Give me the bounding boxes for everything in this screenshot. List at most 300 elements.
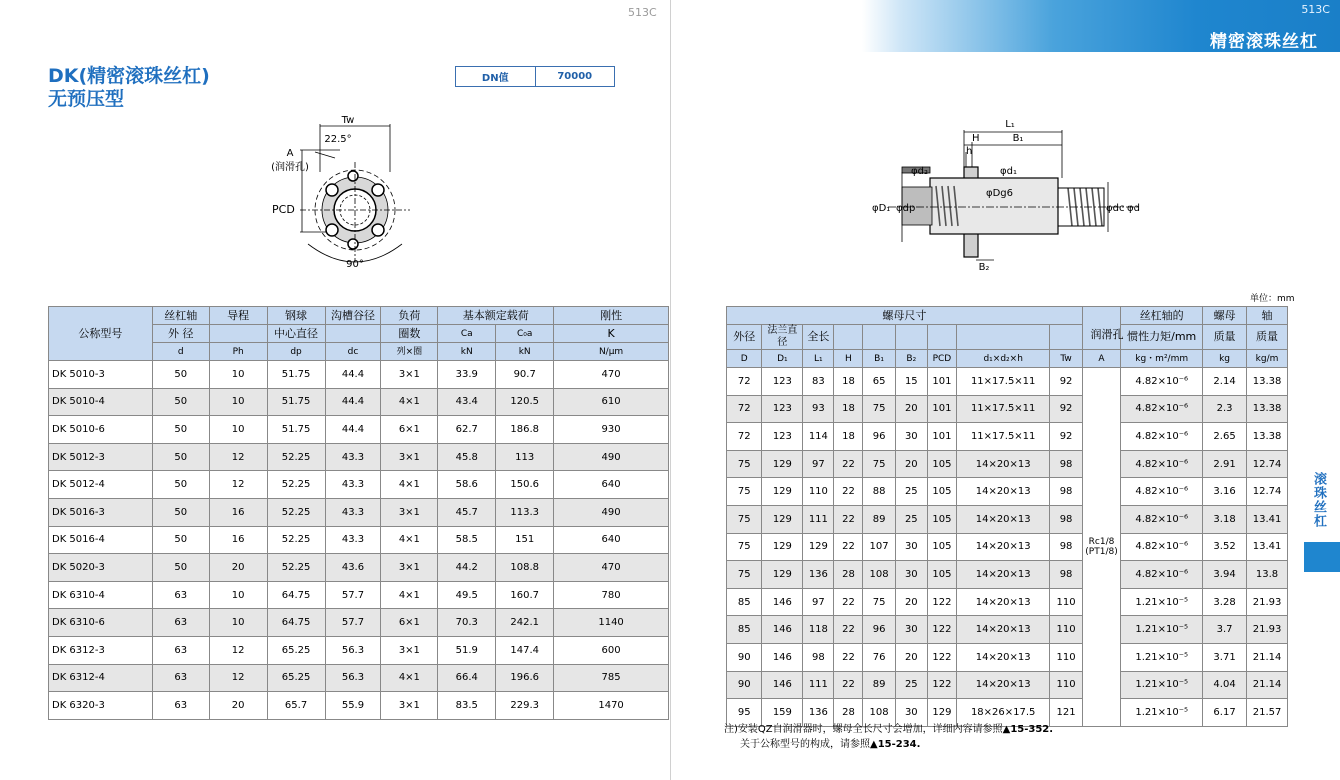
cell-ca: 45.7 xyxy=(438,498,496,526)
cell-inertia: 4.82×10⁻⁶ xyxy=(1121,423,1203,451)
cell-H: 22 xyxy=(834,671,863,699)
cell-sm: 13.38 xyxy=(1247,368,1288,396)
dn-value: 70000 xyxy=(557,71,593,82)
cell-sm: 13.41 xyxy=(1247,505,1288,533)
cell-D1: 129 xyxy=(762,505,803,533)
cell-D: 72 xyxy=(727,368,762,396)
cell-D: 90 xyxy=(727,671,762,699)
cell-ph: 10 xyxy=(209,388,267,416)
header-Tw: Tw xyxy=(1050,350,1082,368)
cell-dxh: 14×20×13 xyxy=(956,533,1050,561)
cell-lube-hole xyxy=(1082,368,1121,727)
cell-B2: 30 xyxy=(895,423,927,451)
cell-H: 22 xyxy=(834,616,863,644)
page-title xyxy=(48,65,210,111)
section-title: 精密滚珠丝杠 xyxy=(1210,32,1318,52)
cell-dc: 56.3 xyxy=(325,636,381,664)
header-dp-3: dp xyxy=(267,343,325,361)
header-L1-sym: L₁ xyxy=(803,350,834,368)
cell-sm: 13.8 xyxy=(1247,561,1288,589)
cell-k: 470 xyxy=(554,361,669,389)
cell-load: 3×1 xyxy=(381,554,438,582)
cell-inertia: 4.82×10⁻⁶ xyxy=(1121,395,1203,423)
cell-c0a: 160.7 xyxy=(496,581,554,609)
cell-H: 22 xyxy=(834,450,863,478)
cell-B2: 20 xyxy=(895,588,927,616)
cell-sm: 21.93 xyxy=(1247,616,1288,644)
cell-D1: 123 xyxy=(762,368,803,396)
header-dc-3: dc xyxy=(325,343,381,361)
cell-inertia: 4.82×10⁻⁶ xyxy=(1121,368,1203,396)
cell-sm: 13.38 xyxy=(1247,395,1288,423)
cell-B2: 20 xyxy=(895,643,927,671)
cell-PCD: 101 xyxy=(927,423,956,451)
cell-D: 75 xyxy=(727,533,762,561)
table-row xyxy=(49,526,669,554)
dn-label: DN值 xyxy=(456,67,536,86)
header-B1: B₁ xyxy=(863,350,895,368)
label-D1: φD₁ xyxy=(872,203,891,214)
cell-load: 4×1 xyxy=(381,526,438,554)
cell-Tw: 98 xyxy=(1050,478,1082,506)
cell-k: 1140 xyxy=(554,609,669,637)
cell-k: 1470 xyxy=(554,692,669,720)
cell-load: 4×1 xyxy=(381,581,438,609)
header-d-2: 外 径 xyxy=(152,325,209,343)
cell-d: 63 xyxy=(152,609,209,637)
label-angle-22: 22.5° xyxy=(324,134,352,145)
cell-inertia: 1.21×10⁻⁵ xyxy=(1121,671,1203,699)
cell-model: DK 6310-6 xyxy=(49,609,153,637)
cell-load: 3×1 xyxy=(381,498,438,526)
cell-nm: 3.18 xyxy=(1203,505,1247,533)
cell-model: DK 5016-4 xyxy=(49,526,153,554)
cell-c0a: 196.6 xyxy=(496,664,554,692)
cell-dxh: 14×20×13 xyxy=(956,450,1050,478)
cell-k: 470 xyxy=(554,554,669,582)
cell-model: DK 5010-3 xyxy=(49,361,153,389)
header-load-3: 列×圈 xyxy=(381,343,438,361)
cell-c0a: 90.7 xyxy=(496,361,554,389)
table-row xyxy=(49,636,669,664)
cell-k: 640 xyxy=(554,471,669,499)
cell-B2: 25 xyxy=(895,671,927,699)
title-line-2: 无预压型 xyxy=(48,88,125,110)
cell-dp: 65.7 xyxy=(267,692,325,720)
cell-PCD: 105 xyxy=(927,478,956,506)
table-row xyxy=(49,416,669,444)
cell-dp: 64.75 xyxy=(267,609,325,637)
cell-ph: 16 xyxy=(209,526,267,554)
header-ph-1: 导程 xyxy=(209,307,267,325)
cell-inertia: 1.21×10⁻⁵ xyxy=(1121,588,1203,616)
cell-load: 3×1 xyxy=(381,636,438,664)
cell-ca: 58.6 xyxy=(438,471,496,499)
header-rated-load: 基本额定载荷 xyxy=(438,307,554,325)
cell-d: 63 xyxy=(152,664,209,692)
cell-inertia: 4.82×10⁻⁶ xyxy=(1121,533,1203,561)
label-d2: φd₂ xyxy=(911,166,928,177)
dn-value-box xyxy=(455,66,615,87)
label-angle-90: 90° xyxy=(346,259,364,270)
cell-ph: 10 xyxy=(209,609,267,637)
cell-B1: 76 xyxy=(863,643,895,671)
cell-sm: 13.38 xyxy=(1247,423,1288,451)
cell-PCD: 101 xyxy=(927,368,956,396)
cell-L1: 93 xyxy=(803,395,834,423)
table-row xyxy=(727,368,1288,396)
cell-H: 18 xyxy=(834,368,863,396)
cell-d: 63 xyxy=(152,692,209,720)
header-dp-1: 钢球 xyxy=(267,307,325,325)
cell-L1: 111 xyxy=(803,671,834,699)
cell-ca: 43.4 xyxy=(438,388,496,416)
page-number-right: 513C xyxy=(1301,3,1330,16)
cell-dp: 52.25 xyxy=(267,471,325,499)
cell-Tw: 98 xyxy=(1050,561,1082,589)
cell-PCD: 122 xyxy=(927,588,956,616)
cell-dp: 51.75 xyxy=(267,361,325,389)
cell-H: 22 xyxy=(834,588,863,616)
header-ca-unit: kN xyxy=(438,343,496,361)
cell-ca: 66.4 xyxy=(438,664,496,692)
cell-dxh: 14×20×13 xyxy=(956,478,1050,506)
cell-dxh: 11×17.5×11 xyxy=(956,423,1050,451)
cell-Tw: 92 xyxy=(1050,368,1082,396)
cell-D: 95 xyxy=(727,699,762,727)
table-row xyxy=(49,554,669,582)
cell-c0a: 113 xyxy=(496,443,554,471)
cell-PCD: 105 xyxy=(927,561,956,589)
cell-H: 22 xyxy=(834,505,863,533)
cell-nm: 2.65 xyxy=(1203,423,1247,451)
cell-nm: 3.7 xyxy=(1203,616,1247,644)
cell-D: 72 xyxy=(727,395,762,423)
cell-d: 50 xyxy=(152,416,209,444)
header-dxh: d₁×d₂×h xyxy=(956,350,1050,368)
cell-Tw: 92 xyxy=(1050,423,1082,451)
cell-dc: 44.4 xyxy=(325,416,381,444)
cell-c0a: 113.3 xyxy=(496,498,554,526)
table-row xyxy=(49,581,669,609)
footnote xyxy=(724,722,1053,752)
header-dc-1: 沟槽谷径 xyxy=(325,307,381,325)
header-ca: Ca xyxy=(438,325,496,343)
cell-D: 90 xyxy=(727,643,762,671)
title-line-1: DK(精密滚珠丝杠) xyxy=(48,65,210,87)
cell-d: 50 xyxy=(152,554,209,582)
label-lube-hole: (润滑孔) xyxy=(271,162,309,173)
cell-B2: 25 xyxy=(895,505,927,533)
cell-model: DK 6312-4 xyxy=(49,664,153,692)
cell-inertia: 4.82×10⁻⁶ xyxy=(1121,505,1203,533)
cell-B1: 96 xyxy=(863,616,895,644)
cell-D: 72 xyxy=(727,423,762,451)
cell-L1: 114 xyxy=(803,423,834,451)
cell-B1: 65 xyxy=(863,368,895,396)
cell-load: 6×1 xyxy=(381,416,438,444)
cell-B1: 75 xyxy=(863,450,895,478)
cell-Tw: 121 xyxy=(1050,699,1082,727)
cell-d: 63 xyxy=(152,636,209,664)
cell-dc: 43.3 xyxy=(325,526,381,554)
cell-ph: 12 xyxy=(209,443,267,471)
cell-D1: 159 xyxy=(762,699,803,727)
unit-label: 单位：mm xyxy=(1250,294,1295,304)
cell-dc: 43.3 xyxy=(325,443,381,471)
cell-dp: 64.75 xyxy=(267,581,325,609)
cell-model: DK 5012-4 xyxy=(49,471,153,499)
table-row xyxy=(727,643,1288,671)
cell-nm: 3.94 xyxy=(1203,561,1247,589)
spec-table-right xyxy=(726,306,1288,727)
cell-model: DK 6310-4 xyxy=(49,581,153,609)
header-ph-3: Ph xyxy=(209,343,267,361)
cell-dp: 52.25 xyxy=(267,443,325,471)
table-row xyxy=(49,443,669,471)
cell-model: DK 5020-3 xyxy=(49,554,153,582)
cell-dxh: 14×20×13 xyxy=(956,671,1050,699)
cell-k: 600 xyxy=(554,636,669,664)
table-row xyxy=(49,361,669,389)
cell-ph: 12 xyxy=(209,471,267,499)
cell-B2: 30 xyxy=(895,561,927,589)
cell-sm: 21.93 xyxy=(1247,588,1288,616)
cell-c0a: 229.3 xyxy=(496,692,554,720)
cell-ca: 62.7 xyxy=(438,416,496,444)
cell-inertia: 1.21×10⁻⁵ xyxy=(1121,616,1203,644)
header-c0a-unit: kN xyxy=(496,343,554,361)
header-D1-sym: D₁ xyxy=(762,350,803,368)
header-L1: 全长 xyxy=(803,325,834,350)
cell-dp: 51.75 xyxy=(267,388,325,416)
cell-H: 28 xyxy=(834,561,863,589)
table-row xyxy=(727,423,1288,451)
cell-inertia: 1.21×10⁻⁵ xyxy=(1121,643,1203,671)
cell-model: DK 6312-3 xyxy=(49,636,153,664)
cell-ca: 49.5 xyxy=(438,581,496,609)
cell-B1: 89 xyxy=(863,505,895,533)
cell-D: 75 xyxy=(727,505,762,533)
cell-load: 3×1 xyxy=(381,443,438,471)
header-k-unit: N/μm xyxy=(554,343,669,361)
cell-c0a: 151 xyxy=(496,526,554,554)
cell-PCD: 122 xyxy=(927,616,956,644)
cell-ca: 83.5 xyxy=(438,692,496,720)
cell-ph: 10 xyxy=(209,581,267,609)
cell-PCD: 129 xyxy=(927,699,956,727)
cell-D1: 146 xyxy=(762,643,803,671)
cell-Tw: 98 xyxy=(1050,450,1082,478)
cell-D1: 123 xyxy=(762,395,803,423)
note-ref-1: ▲15-352. xyxy=(1002,724,1054,735)
label-dc: φdc xyxy=(1106,203,1125,214)
cell-c0a: 242.1 xyxy=(496,609,554,637)
cell-dc: 43.6 xyxy=(325,554,381,582)
cell-ph: 16 xyxy=(209,498,267,526)
header-inertia-1: 丝杠轴的 xyxy=(1121,307,1203,325)
header-lube-sym: A xyxy=(1082,350,1121,368)
header-D1: 法兰直径 xyxy=(762,325,803,350)
cell-sm: 12.74 xyxy=(1247,478,1288,506)
cell-model: DK 6320-3 xyxy=(49,692,153,720)
cell-load: 4×1 xyxy=(381,664,438,692)
header-ph-2 xyxy=(209,325,267,343)
cell-dc: 43.3 xyxy=(325,471,381,499)
cell-D1: 123 xyxy=(762,423,803,451)
section-header-bar xyxy=(862,0,1340,52)
cell-ph: 20 xyxy=(209,554,267,582)
cell-L1: 136 xyxy=(803,561,834,589)
label-dg6: φDg6 xyxy=(986,188,1014,199)
cell-ph: 12 xyxy=(209,664,267,692)
cell-nm: 6.17 xyxy=(1203,699,1247,727)
cell-D1: 129 xyxy=(762,533,803,561)
label-d: φd xyxy=(1127,203,1140,214)
table-row xyxy=(727,671,1288,699)
cell-ca: 51.9 xyxy=(438,636,496,664)
cell-dp: 52.25 xyxy=(267,554,325,582)
cell-k: 490 xyxy=(554,443,669,471)
cell-L1: 97 xyxy=(803,588,834,616)
label-pcd: PCD xyxy=(272,203,295,216)
cell-dxh: 14×20×13 xyxy=(956,643,1050,671)
cell-dp: 52.25 xyxy=(267,526,325,554)
cell-PCD: 105 xyxy=(927,450,956,478)
cell-inertia: 4.82×10⁻⁶ xyxy=(1121,561,1203,589)
header-load-2: 圈数 xyxy=(381,325,438,343)
cell-dxh: 11×17.5×11 xyxy=(956,368,1050,396)
cell-B2: 30 xyxy=(895,699,927,727)
cell-L1: 110 xyxy=(803,478,834,506)
header-shaftmass-unit: kg/m xyxy=(1247,350,1288,368)
cell-Tw: 92 xyxy=(1050,395,1082,423)
cell-B2: 15 xyxy=(895,368,927,396)
cell-d: 50 xyxy=(152,471,209,499)
cell-B2: 20 xyxy=(895,450,927,478)
cell-Tw: 110 xyxy=(1050,643,1082,671)
cell-Tw: 110 xyxy=(1050,616,1082,644)
page-number-left: 513C xyxy=(628,6,657,19)
cell-H: 22 xyxy=(834,478,863,506)
label-a: A xyxy=(286,148,294,159)
cell-dxh: 11×17.5×11 xyxy=(956,395,1050,423)
cell-nm: 2.91 xyxy=(1203,450,1247,478)
cell-L1: 136 xyxy=(803,699,834,727)
cell-Tw: 98 xyxy=(1050,533,1082,561)
cell-nm: 3.16 xyxy=(1203,478,1247,506)
cell-nm: 4.04 xyxy=(1203,671,1247,699)
cell-PCD: 105 xyxy=(927,505,956,533)
header-D-sym: D xyxy=(727,350,762,368)
header-nutmass-1: 螺母 xyxy=(1203,307,1247,325)
table-row xyxy=(49,388,669,416)
cell-B1: 108 xyxy=(863,561,895,589)
cell-B1: 75 xyxy=(863,395,895,423)
table-row xyxy=(49,498,669,526)
cell-dc: 44.4 xyxy=(325,361,381,389)
cell-load: 6×1 xyxy=(381,609,438,637)
header-PCD: PCD xyxy=(927,350,956,368)
cell-ph: 10 xyxy=(209,361,267,389)
cell-L1: 111 xyxy=(803,505,834,533)
cell-H: 18 xyxy=(834,395,863,423)
header-D: 外径 xyxy=(727,325,762,350)
header-k-1: 刚性 xyxy=(554,307,669,325)
cell-B1: 88 xyxy=(863,478,895,506)
cell-B1: 89 xyxy=(863,671,895,699)
cell-c0a: 120.5 xyxy=(496,388,554,416)
cell-ca: 44.2 xyxy=(438,554,496,582)
cell-load: 3×1 xyxy=(381,361,438,389)
cell-D: 85 xyxy=(727,616,762,644)
cell-nm: 3.28 xyxy=(1203,588,1247,616)
cell-load: 4×1 xyxy=(381,471,438,499)
cell-D: 85 xyxy=(727,588,762,616)
cell-nm: 3.52 xyxy=(1203,533,1247,561)
cell-dp: 65.25 xyxy=(267,664,325,692)
cell-k: 490 xyxy=(554,498,669,526)
cell-L1: 98 xyxy=(803,643,834,671)
cell-sm: 13.41 xyxy=(1247,533,1288,561)
cell-model: DK 5010-6 xyxy=(49,416,153,444)
header-inertia-unit: kg・m²/mm xyxy=(1121,350,1203,368)
cell-D1: 129 xyxy=(762,450,803,478)
label-d1: φd₁ xyxy=(1000,166,1017,177)
cell-load: 3×1 xyxy=(381,692,438,720)
cell-ca: 58.5 xyxy=(438,526,496,554)
cell-model: DK 5016-3 xyxy=(49,498,153,526)
cell-dc: 43.3 xyxy=(325,498,381,526)
cell-k: 780 xyxy=(554,581,669,609)
side-tab-marker xyxy=(1304,542,1340,572)
flange-front-view-drawing xyxy=(260,112,410,272)
header-H: H xyxy=(834,350,863,368)
label-dp: φdp xyxy=(896,203,916,214)
cell-H: 22 xyxy=(834,643,863,671)
label-tw: Tw xyxy=(341,115,355,126)
cell-nm: 3.71 xyxy=(1203,643,1247,671)
cell-H: 22 xyxy=(834,533,863,561)
cell-D1: 146 xyxy=(762,671,803,699)
cell-d: 50 xyxy=(152,361,209,389)
cell-D: 75 xyxy=(727,561,762,589)
cell-B2: 20 xyxy=(895,395,927,423)
cell-nm: 2.3 xyxy=(1203,395,1247,423)
table-row xyxy=(727,561,1288,589)
cell-Tw: 98 xyxy=(1050,505,1082,533)
cell-dc: 55.9 xyxy=(325,692,381,720)
table-row xyxy=(727,616,1288,644)
cell-dc: 44.4 xyxy=(325,388,381,416)
cell-k: 785 xyxy=(554,664,669,692)
cell-D1: 129 xyxy=(762,478,803,506)
table-row xyxy=(727,395,1288,423)
cell-sm: 21.14 xyxy=(1247,643,1288,671)
table-row xyxy=(49,609,669,637)
label-l1: L₁ xyxy=(1005,119,1015,130)
cell-D: 75 xyxy=(727,478,762,506)
cell-load: 4×1 xyxy=(381,388,438,416)
cell-ca: 33.9 xyxy=(438,361,496,389)
cell-D1: 146 xyxy=(762,616,803,644)
header-nutmass-2: 质量 xyxy=(1203,325,1247,350)
table-row xyxy=(49,692,669,720)
cell-nm: 2.14 xyxy=(1203,368,1247,396)
cell-dxh: 14×20×13 xyxy=(956,561,1050,589)
cell-k: 610 xyxy=(554,388,669,416)
cell-inertia: 4.82×10⁻⁶ xyxy=(1121,450,1203,478)
